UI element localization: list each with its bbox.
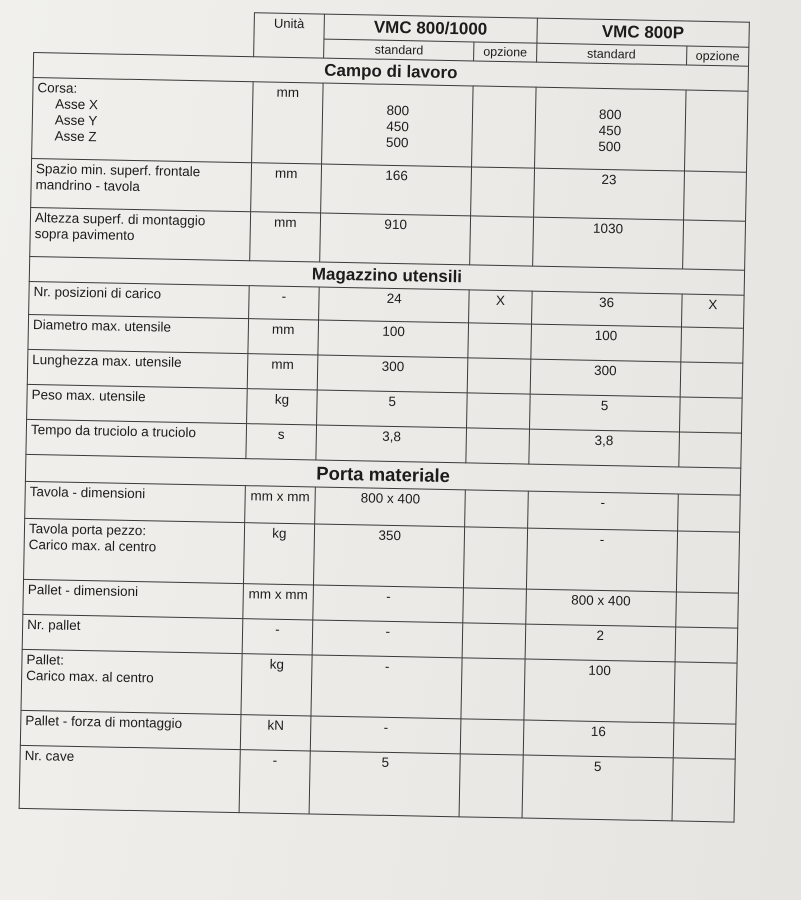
- machine-1-standard-value: [319, 287, 470, 323]
- row-unit: kg: [243, 523, 315, 585]
- machine-2-standard-value: [532, 217, 683, 269]
- row-unit: mm x mm: [244, 486, 315, 524]
- value-line: 500: [598, 138, 622, 155]
- machine-2-standard-value: [530, 324, 681, 362]
- machine-2-standard-value: [529, 394, 680, 432]
- row-unit: mm: [251, 82, 323, 164]
- row-label-line: Pallet - dimensioni: [27, 581, 139, 600]
- machine-2-option-value: [683, 171, 746, 221]
- row-label: [26, 419, 246, 458]
- machine-1-option-value: [467, 393, 530, 429]
- value-line: -: [383, 719, 389, 735]
- machine-1-standard-value: [321, 164, 472, 216]
- machine-1-option-header: opzione: [474, 42, 537, 62]
- machine-2-option-value: [677, 494, 740, 532]
- value-line: 300: [381, 358, 405, 375]
- row-unit: s: [246, 424, 317, 460]
- machine-1-standard-value: [320, 213, 471, 265]
- value-line: 450: [598, 122, 622, 139]
- row-label: [20, 710, 240, 749]
- row-label: [19, 745, 240, 812]
- row-unit: mm: [248, 319, 319, 355]
- value-line: 5: [381, 754, 390, 770]
- machine-1-header: VMC 800/1000: [324, 14, 537, 43]
- row-label-line: Pallet - forza di montaggio: [25, 712, 183, 731]
- row-label-line: Nr. posizioni di carico: [33, 284, 162, 302]
- specifications-table: [19, 8, 750, 823]
- machine-1-option-value: [464, 527, 527, 589]
- row-unit: mm: [250, 163, 321, 213]
- unit-header: Unità: [253, 13, 324, 58]
- value-line: 16: [590, 723, 607, 740]
- machine-1-standard-value: [311, 655, 462, 719]
- machine-2-standard-value: [528, 429, 679, 467]
- value-line: -: [599, 531, 605, 548]
- machine-2-option-header: opzione: [686, 46, 749, 66]
- machine-2-option-value: [680, 362, 743, 398]
- machine-1-option-value: [465, 490, 528, 528]
- machine-2-option-value: [681, 327, 744, 363]
- machine-1-standard-value: [314, 524, 465, 588]
- row-label: [28, 314, 248, 353]
- row-unit: -: [242, 619, 313, 655]
- value-line: 300: [593, 362, 617, 379]
- value-line: 500: [385, 134, 409, 151]
- machine-1-option-value: [459, 754, 522, 818]
- value-line: 800 x 400: [571, 592, 631, 609]
- machine-1-standard-header: standard: [324, 39, 475, 61]
- value-line: 1030: [592, 220, 624, 237]
- machine-2-standard-value: [531, 291, 682, 327]
- row-label-line: Carico max. al centro: [28, 536, 157, 555]
- machine-2-option-value: [674, 662, 737, 724]
- row-sublabel: Asse Y: [54, 112, 98, 129]
- row-label-line: Corsa:: [37, 80, 78, 96]
- row-label: [24, 518, 245, 583]
- value-line: 100: [382, 323, 406, 340]
- machine-2-standard-value: [527, 491, 678, 531]
- value-line: 23: [601, 171, 617, 188]
- machine-1-option-value: [462, 623, 525, 659]
- section-title: Campo di lavoro: [33, 53, 748, 92]
- machine-1-standard-value: [317, 355, 468, 393]
- machine-1-option-value: [463, 588, 526, 624]
- row-unit: -: [248, 286, 319, 320]
- machine-1-option-value: [468, 323, 531, 359]
- machine-1-option-value: [461, 719, 524, 755]
- value-line: 910: [384, 216, 408, 233]
- value-line: -: [386, 588, 391, 604]
- value-line: 5: [600, 397, 609, 414]
- row-label: [29, 281, 249, 318]
- row-unit: kg: [246, 389, 317, 425]
- machine-2-header: VMC 800P: [536, 18, 749, 47]
- machine-2-standard-header: standard: [536, 43, 687, 65]
- value-line: 3,8: [382, 428, 402, 445]
- row-label-line: Tempo da truciolo a truciolo: [30, 422, 197, 441]
- machine-2-option-value: [679, 397, 742, 433]
- machine-1-option-value: [468, 358, 531, 394]
- row-label-line: sopra pavimento: [34, 226, 135, 243]
- machine-2-standard-value: [525, 624, 676, 662]
- machine-2-standard-value: [523, 720, 674, 758]
- machine-2-option-value: [682, 220, 745, 270]
- row-label-line: mandrino - tavola: [35, 177, 141, 195]
- machine-1-option-value: [470, 216, 533, 266]
- machine-1-standard-value: [316, 425, 467, 463]
- row-label: [27, 384, 247, 423]
- value-line: 800: [598, 106, 622, 123]
- row-unit: mm: [247, 354, 318, 390]
- row-unit: -: [239, 750, 311, 814]
- machine-1-option-value: [472, 86, 536, 168]
- machine-2-option-value: [684, 90, 748, 172]
- row-label-line: Tavola - dimensioni: [29, 484, 146, 502]
- row-label: [31, 158, 252, 211]
- row-label-line: Nr. cave: [24, 747, 75, 764]
- machine-1-standard-value: [322, 83, 474, 167]
- machine-2-option-value: [676, 592, 739, 628]
- row-sublabel: Asse Z: [54, 128, 97, 145]
- row-label: [22, 614, 242, 653]
- row-label-line: Peso max. utensile: [31, 387, 146, 405]
- machine-1-standard-value: [310, 716, 461, 754]
- machine-2-option-value: [675, 627, 738, 663]
- value-line: -: [384, 658, 390, 674]
- row-label-line: Tavola porta pezzo:: [28, 521, 147, 539]
- row-label: [32, 77, 253, 162]
- value-line: -: [600, 494, 606, 511]
- machine-2-standard-value: [525, 589, 676, 627]
- value-line: 350: [378, 527, 402, 544]
- value-line: 3,8: [594, 432, 614, 449]
- value-line: 2: [596, 627, 605, 644]
- machine-2-option-value: [679, 432, 742, 468]
- machine-2-standard-value: [522, 755, 673, 821]
- machine-2-option-value: [673, 723, 736, 759]
- machine-1-standard-value: [313, 585, 464, 623]
- value-line: 36: [598, 294, 615, 311]
- row-label: [27, 349, 247, 388]
- value-line: 5: [388, 393, 397, 410]
- row-label-line: Spazio min. superf. frontale: [35, 161, 201, 180]
- row-label: [25, 481, 245, 522]
- row-label: [21, 649, 242, 714]
- machine-2-standard-value: [530, 359, 681, 397]
- row-label: [23, 579, 243, 618]
- row-unit: kg: [241, 654, 313, 716]
- machine-1-standard-value: [315, 487, 466, 527]
- table-row: [19, 745, 735, 822]
- value-line: 800: [386, 102, 410, 119]
- machine-1-standard-value: [312, 620, 463, 658]
- machine-2-option-value: X: [681, 294, 744, 328]
- machine-1-option-value: [466, 428, 529, 464]
- value-line: 5: [593, 758, 602, 775]
- row-label-line: Lunghezza max. utensile: [32, 352, 182, 370]
- machine-1-standard-value: [317, 390, 468, 428]
- row-label-line: Nr. pallet: [27, 616, 81, 634]
- row-label-line: Altezza superf. di montaggio: [34, 210, 206, 229]
- value-line: 800 x 400: [360, 490, 421, 507]
- row-label-line: Pallet:: [26, 651, 65, 668]
- machine-2-standard-value: [523, 659, 674, 723]
- header-empty-cell: [34, 9, 254, 57]
- machine-1-option-value: [471, 167, 534, 217]
- machine-2-standard-value: [534, 87, 686, 171]
- machine-1-standard-value: [318, 320, 469, 358]
- row-unit: mm: [249, 212, 320, 262]
- machine-2-standard-value: [533, 168, 684, 220]
- value-line: 450: [386, 118, 409, 135]
- machine-1-option-value: X: [469, 290, 532, 324]
- machine-1-option-value: [461, 658, 524, 720]
- row-label-line: Carico max. al centro: [26, 667, 154, 686]
- value-line: 100: [594, 327, 618, 344]
- section-title: Magazzino utensili: [29, 256, 744, 295]
- value-line: 166: [385, 167, 409, 184]
- machine-2-standard-value: [526, 528, 677, 592]
- machine-2-option-value: [676, 531, 739, 593]
- table-row: [32, 77, 748, 172]
- section-title: Porta materiale: [25, 454, 740, 495]
- value-line: 24: [386, 290, 402, 307]
- row-label: [30, 207, 251, 260]
- machine-1-standard-value: [309, 751, 460, 817]
- value-line: -: [385, 623, 391, 639]
- machine-2-option-value: [672, 758, 735, 822]
- value-line: 100: [588, 662, 611, 679]
- row-sublabel: Asse X: [55, 96, 99, 113]
- row-label-line: Diametro max. utensile: [32, 317, 172, 335]
- row-unit: kN: [240, 715, 311, 751]
- row-unit: mm x mm: [242, 584, 313, 620]
